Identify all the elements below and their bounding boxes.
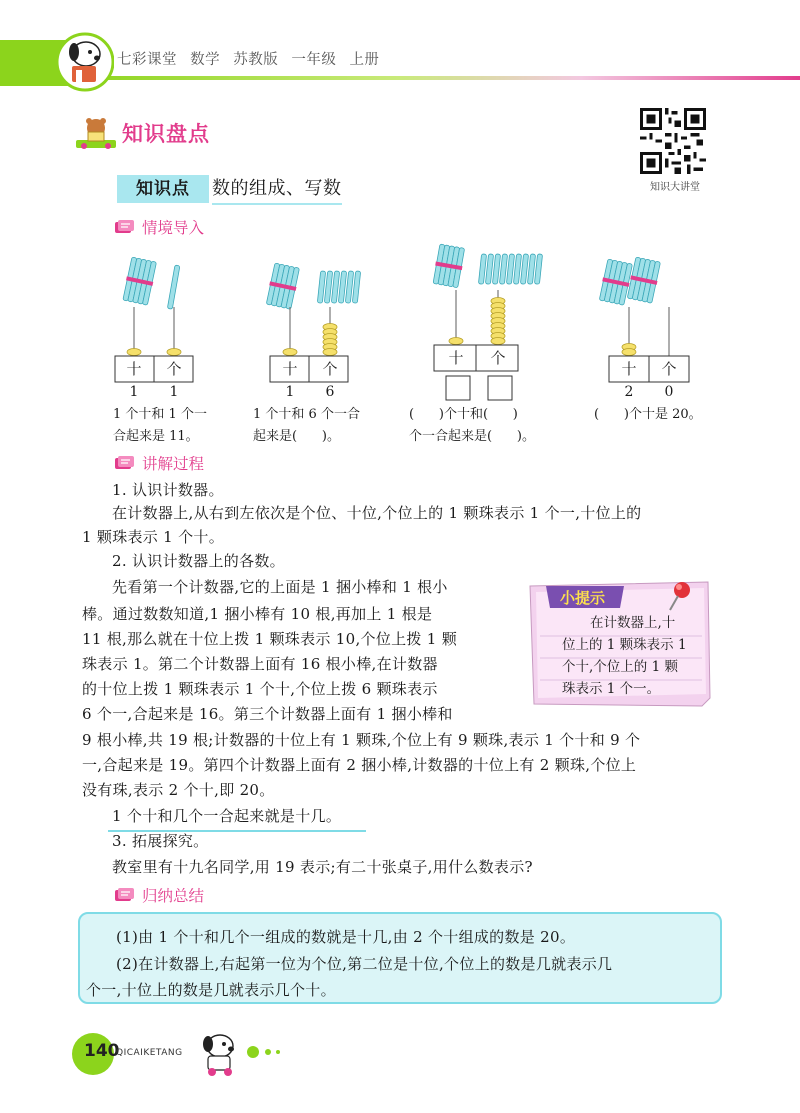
summary-line: (2)在计数器上,右起第一位为个位,第二位是十位,个位上的数是几就表示几 — [116, 955, 613, 973]
paragraph-line: 棒。通过数数知道,1 捆小棒有 10 根,再加上 1 根是 — [82, 605, 433, 623]
bead — [167, 349, 181, 356]
tip-body — [562, 612, 710, 700]
header-subject: 数学 — [190, 52, 221, 68]
bead — [127, 349, 141, 356]
step-1-title: 1. 认识计数器。 — [112, 481, 224, 499]
abacus-1-caption-1: 1 个十和 1 个一 — [113, 407, 207, 422]
tip-line: 个十,个位上的 1 颗 — [562, 659, 678, 675]
answer-box-tens — [446, 376, 470, 400]
abacus-tens-label: 十 — [126, 360, 142, 378]
paragraph-line: 教室里有十九名同学,用 19 表示;有二十张桌子,用什么数表示? — [112, 858, 533, 876]
paragraph-line: 的十位上拨 1 颗珠表示 1 个十,个位上拨 6 颗珠表示 — [82, 680, 438, 698]
header-volume: 上册 — [349, 52, 380, 68]
summary-line: 个一,十位上的数是几就表示几个十。 — [86, 981, 336, 999]
qr-caption: 知识大讲堂 — [650, 182, 700, 193]
summary-box — [78, 912, 722, 1004]
abacus-tens-label: 十 — [282, 360, 298, 378]
abacus-ones-label: 个 — [166, 360, 182, 378]
abacus-3-caption-1: ( )个十和( ) — [409, 407, 518, 422]
abacus-3-caption-2: 个一合起来是( )。 — [409, 429, 535, 444]
mascot-footer-icon — [196, 1028, 244, 1082]
abacus-tens-digit: 2 — [624, 384, 634, 400]
bear-reading-icon — [74, 116, 118, 154]
tip-line: 位上的 1 颗珠表示 1 — [562, 637, 687, 653]
paragraph-line: 先看第一个计数器,它的上面是 1 捆小棒和 1 根小 — [112, 578, 448, 596]
abacus-ones-label: 个 — [322, 360, 338, 378]
header-edition: 苏教版 — [233, 52, 279, 68]
tip-line: 珠表示 1 个一。 — [562, 681, 661, 697]
abacus-ones-digit: 0 — [664, 384, 674, 400]
explanation-heading — [114, 452, 204, 474]
header-grade: 一年级 — [291, 52, 337, 68]
paragraph-line: 9 根小棒,共 19 根;计数器的十位上有 1 颗珠,个位上有 9 颗珠,表示 1 个十和 9 个 — [82, 731, 641, 749]
header-series: 七彩课堂 — [117, 52, 177, 68]
knowledge-point-title: 数的组成、写数 — [212, 175, 342, 205]
key-conclusion: 1 个十和几个一合起来就是十几。 — [112, 807, 342, 825]
abacus-tens-digit: 1 — [285, 384, 295, 400]
page-number: 140 — [84, 1041, 120, 1061]
book-icon — [114, 887, 136, 903]
abacus-2-caption-2: 起来是( )。 — [253, 429, 340, 444]
abacus-4-caption-1: ( )个十是 20。 — [594, 407, 702, 422]
paragraph-line: 没有珠,表示 2 个十,即 20。 — [82, 781, 275, 799]
section-title: 知识盘点 — [122, 122, 210, 146]
tip-title: 小提示 — [560, 589, 606, 607]
summary-heading — [114, 884, 204, 906]
abacus-ones-digit: 6 — [325, 384, 335, 400]
tip-line: 在计数器上,十 — [590, 615, 676, 631]
mascot-logo — [56, 30, 114, 98]
abacus-ones-digit: 1 — [169, 384, 179, 400]
paragraph-line: 在计数器上,从右到左依次是个位、十位,个位上的 1 颗珠表示 1 个一,十位上的 — [112, 504, 642, 522]
paragraph-line: 6 个一,合起来是 16。第三个计数器上面有 1 捆小棒和 — [82, 705, 453, 723]
summary-heading-text: 归纳总结 — [142, 887, 205, 905]
paragraph-line: 一,合起来是 19。第四个计数器上面有 2 捆小棒,计数器的十位上有 2 颗珠,个位上 — [82, 756, 637, 774]
abacus-1-caption-2: 合起来是 11。 — [113, 429, 199, 444]
summary-line: (1)由 1 个十和几个一组成的数就是十几,由 2 个十组成的数是 20。 — [116, 928, 576, 946]
abacus-ones-label: 个 — [490, 349, 506, 367]
qr-code[interactable] — [640, 108, 706, 174]
paragraph-line: 珠表示 1。第二个计数器上面有 16 根小棒,在计数器 — [82, 655, 438, 673]
abacus-tens-label: 十 — [448, 349, 464, 367]
header-text — [117, 48, 387, 69]
abacus-2-caption-1: 1 个十和 6 个一合 — [253, 407, 360, 422]
knowledge-point-label: 知识点 — [117, 175, 209, 203]
book-icon — [114, 455, 136, 471]
book-icon — [114, 219, 136, 235]
explanation-heading-text: 讲解过程 — [142, 455, 205, 473]
step-3-title: 3. 拓展探究。 — [112, 832, 209, 850]
answer-box-ones — [488, 376, 512, 400]
situation-heading-text: 情境导入 — [142, 219, 205, 237]
abacus-tens-digit: 1 — [129, 384, 139, 400]
step-2-title: 2. 认识计数器上的各数。 — [112, 552, 285, 570]
abacus-ones-label: 个 — [661, 360, 677, 378]
footer-brand: QICAIKETANG — [116, 1048, 183, 1058]
footer-dots — [246, 1045, 286, 1059]
paragraph-line: 1 颗珠表示 1 个十。 — [82, 528, 224, 546]
paragraph-line: 11 根,那么就在十位上拨 1 颗珠表示 10,个位上拨 1 颗 — [82, 630, 458, 648]
abacus-tens-label: 十 — [621, 360, 637, 378]
